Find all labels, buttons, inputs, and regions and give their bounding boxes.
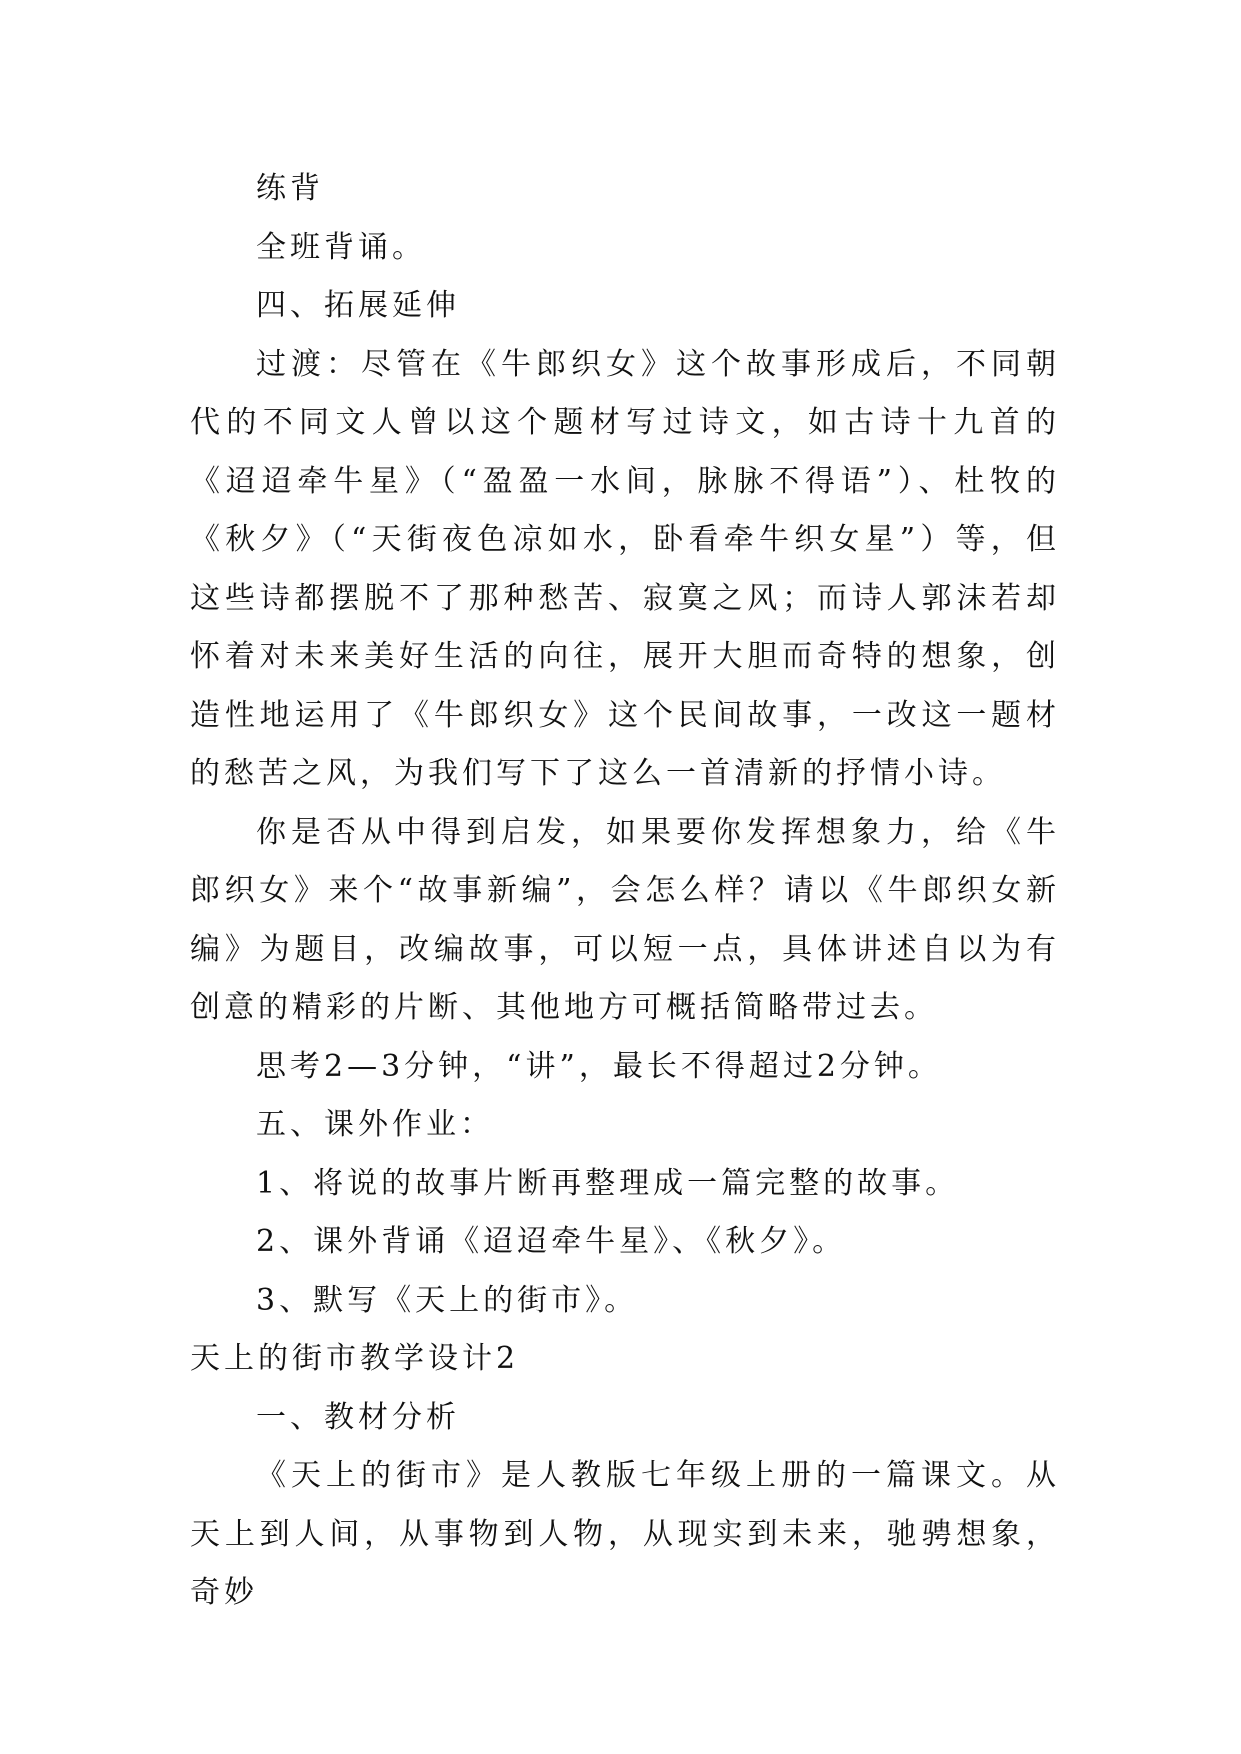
document-section-title: 天上的街市教学设计2 <box>190 1341 520 1376</box>
homework-item-2: 2、课外背诵《迢迢牵牛星》、《秋夕》。 <box>256 1224 847 1259</box>
paragraph-story-rewrite: 你是否从中得到启发，如果要你发挥想象力，给《牛郎织女》来个“故事新编”，会怎么样？请以《牛郎织女新编》为题目，改编故事，可以短一点，具体讲述自以为有创意的精彩的片断、其他地方可概括简略带过去。 <box>190 814 1060 1025</box>
document-body <box>190 160 1060 1623</box>
paragraph-class-recite: 全班背诵。 <box>256 229 426 265</box>
homework-item-1: 1、将说的故事片断再整理成一篇完整的故事。 <box>256 1165 960 1201</box>
paragraph-material-analysis: 《天上的街市》是人教版七年级上册的一篇课文。从天上到人间，从事物到人物，从现实到未来，驰骋想象，奇妙 <box>190 1458 1060 1610</box>
paragraph-recite-practice: 练背 <box>256 171 324 206</box>
section-heading-extension: 四、拓展延伸 <box>256 288 460 323</box>
section-heading-material-analysis: 一、教材分析 <box>256 1399 460 1435</box>
homework-item-3: 3、默写《天上的街市》。 <box>256 1282 639 1318</box>
paragraph-thinking-time: 思考2—3分钟，“讲”，最长不得超过2分钟。 <box>256 1048 942 1084</box>
section-heading-homework: 五、课外作业： <box>256 1107 494 1142</box>
paragraph-transition: 过渡：尽管在《牛郎织女》这个故事形成后，不同朝代的不同文人曾以这个题材写过诗文，如古诗十九首的《迢迢牵牛星》（“盈盈一水间，脉脉不得语”）、杜牧的《秋夕》（“天街夜色凉如水，卧看牵牛织女星”）等，但这些诗都摆脱不了那种愁苦、寂寞之风；而诗人郭沫若却怀着对未来美好生活的向往，展开大胆而奇特的想象，创造性地运用了《牛郎织女》这个民间故事，一改这一题材的愁苦之风，为我们写下了这么一首清新的抒情小诗。 <box>190 346 1060 791</box>
